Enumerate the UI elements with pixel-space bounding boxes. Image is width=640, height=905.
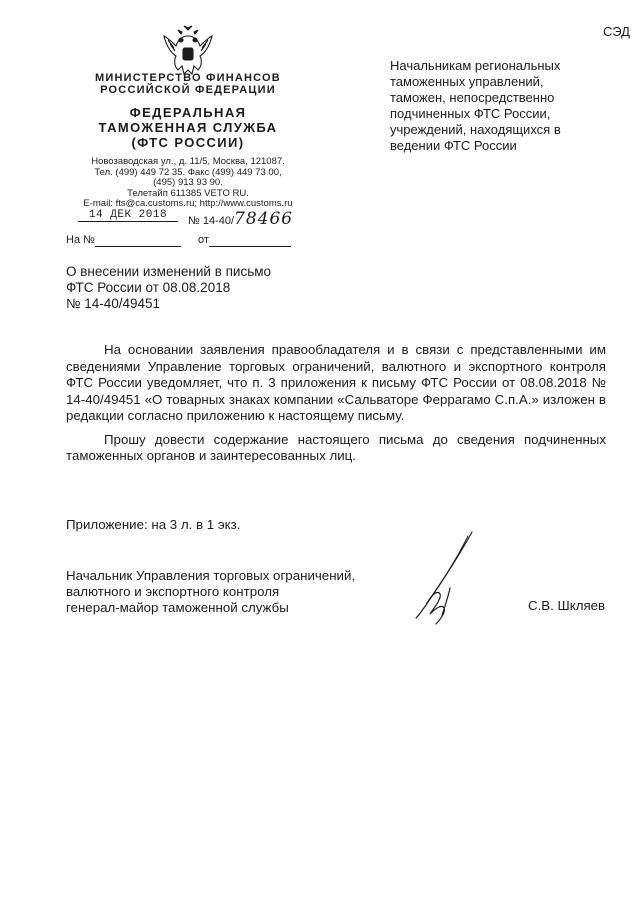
signatory-position — [66, 568, 355, 616]
contact-block — [60, 157, 316, 210]
ministry-line: МИНИСТЕРСТВО ФИНАНСОВ — [95, 72, 281, 84]
position-line: генерал-майор таможенной службы — [66, 600, 289, 615]
ministry-name — [60, 72, 316, 96]
blank-underline — [95, 234, 181, 247]
contact-line: Новозаводская ул., д. 11/5, Москва, 121087. — [91, 156, 285, 167]
service-line: ТАМОЖЕННАЯ СЛУЖБА — [98, 120, 278, 135]
reference-date-line — [198, 234, 291, 247]
registration-number-prefix: № 14-40/ — [188, 215, 235, 227]
signatory-name: С.В. Шкляев — [528, 598, 606, 613]
ministry-line: РОССИЙСКОЙ ФЕДЕРАЦИИ — [100, 84, 276, 96]
letter-body — [66, 342, 606, 472]
on-no-label: На № — [66, 234, 95, 246]
service-line: (ФТС РОССИИ) — [131, 135, 245, 150]
signature-icon — [402, 528, 512, 628]
registration-number-handwritten: 78466 — [234, 209, 294, 229]
body-paragraph: На основании заявления правообладателя и в связи с представленными им сведениями Управление торговых ограничений, валютного и экспортного контроля ФТС России уведомляет, что п. 3 приложения к письму ФТС России от 08.08.2018 № 14-40/49451 «О товарных знаках компании «Сальваторе Феррагамо С.п.А.» изложен в редакции согласно приложению к настоящему письму. — [66, 342, 606, 423]
addressee-line: подчиненных ФТС России, — [390, 106, 551, 121]
addressee-line: учреждений, находящихся в — [390, 122, 561, 137]
registration-date-stamp: 14 ДЕК 2018 — [78, 209, 178, 222]
contact-line: (495) 913 93 90. — [153, 177, 223, 188]
subject-line: О внесении изменений в письмо — [66, 264, 272, 279]
reference-number-line — [66, 234, 181, 247]
coat-of-arms-icon — [162, 24, 214, 78]
document-system-mark: СЭД — [603, 24, 630, 39]
blank-underline — [209, 234, 291, 247]
addressee-line: ведении ФТС России — [390, 138, 517, 153]
registration-number — [188, 209, 293, 229]
contact-line: Телетайп 611385 VETO RU. — [127, 187, 249, 199]
subject-line: № 14-40/49451 — [66, 296, 161, 311]
contact-line: E-mail: fts@ca.customs.ru; http://www.customs.ru — [83, 198, 293, 209]
letter-subject — [66, 264, 271, 312]
addressee-line: таможен, непосредственно — [390, 90, 555, 105]
position-line: валютного и экспортного контроля — [66, 584, 280, 599]
position-line: Начальник Управления торговых ограничений, — [66, 568, 356, 583]
subject-line: ФТС России от 08.08.2018 — [66, 280, 231, 295]
addressee-line: Начальникам региональных — [390, 58, 561, 73]
attachment-note: Приложение: на 3 л. в 1 экз. — [66, 517, 241, 532]
contact-line: Тел. (499) 449 72 35. Факс (499) 449 73 00, — [94, 166, 282, 178]
addressee-line: таможенных управлений, — [390, 74, 544, 89]
addressee-block — [390, 58, 610, 154]
service-line: ФЕДЕРАЛЬНАЯ — [129, 105, 247, 120]
from-label: от — [198, 234, 209, 246]
body-paragraph: Прошу довести содержание настоящего письма до сведения подчиненных таможенных органов и заинтересованных лиц. — [66, 431, 606, 463]
service-name — [60, 105, 316, 150]
